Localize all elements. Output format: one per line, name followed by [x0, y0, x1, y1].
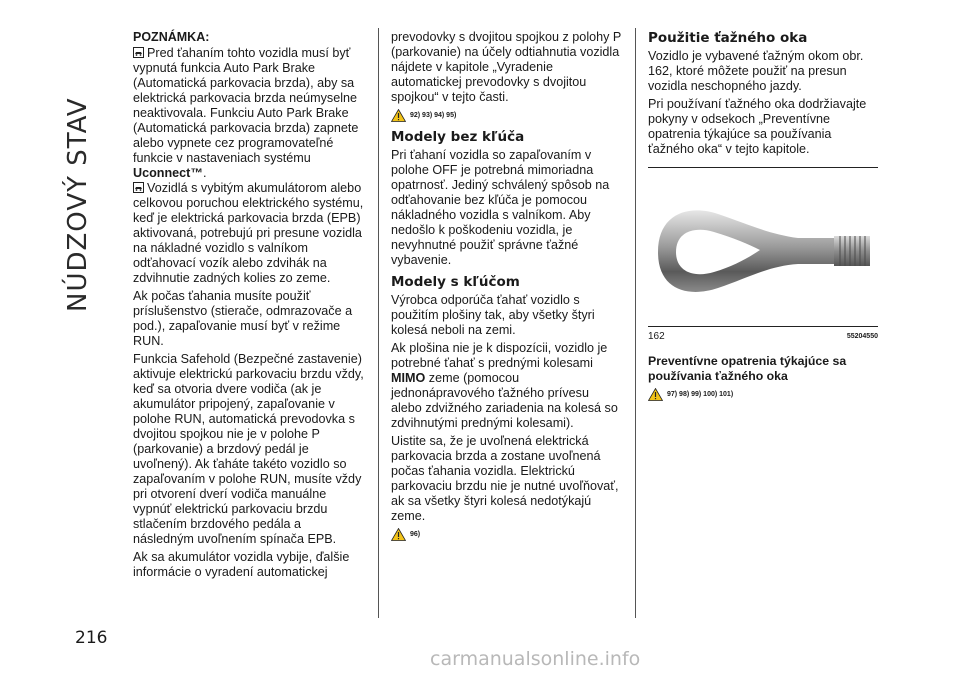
column-1	[133, 30, 365, 583]
figure-number: 162	[648, 331, 665, 342]
note-paragraph: Vozidlá s vybitým akumulátorom alebo celkovou poruchou elektrického systému, keď je elektrická parkovacia brzda (EPB) aktivovaná, potrebujú pri presune vozidla na nákladné vozidlo s valníkom odťahovací vozík alebo zdvihák na zdvihnutie zadných kolies zo zeme.	[133, 181, 364, 285]
section-heading: Použitie ťažného oka	[648, 30, 808, 46]
paragraph: prevodovky s dvojitou spojkou z polohy P (parkovanie) na účely odtiahnutia vozidla nájdete v kapitole „Vyradenie automatickej prevodovky s dvojitou spojkou“ v tejto časti.	[391, 30, 622, 104]
warning-reference: 96)	[391, 527, 623, 542]
warning-icon	[391, 109, 406, 122]
uconnect-label: Uconnect™	[133, 166, 203, 180]
divider	[648, 167, 878, 168]
paragraph: Ak sa akumulátor vozidla vybije, ďalšie informácie o vyradení automatickej	[133, 550, 350, 579]
paragraph: Funkcia Safehold (Bezpečné zastavenie) aktivuje elektrickú parkovaciu brzdu vždy, keď sa otvoria dvere vodiča (ak je akumulátor pripojený, zapaľovanie v polohe RUN, automatická prevodovka s dvojitou spojkou nie je v polohe P (parkovanie) a brzdový pedál je uvoľnený). Ak ťaháte takéto vozidlo so zapaľovaním v polohe RUN, musíte vždy pri otvorení dverí vodiča manuálne vypnúť elektrickú parkovaciu brzdu stlačením brzdového pedála a následným uvoľnením spínača EPB.	[133, 352, 364, 546]
car-bullet-icon	[133, 182, 144, 193]
warning-icon	[391, 528, 406, 541]
paragraph: Výrobca odporúča ťahať vozidlo s použitím plošiny tak, aby všetky štyri kolesá neboli na zemi.	[391, 293, 595, 337]
paragraph: Ak počas ťahania musíte použiť príslušenstvo (stierače, odmrazovače a pod.), zapaľovanie musí byť v režime RUN.	[133, 289, 353, 348]
paragraph: Pri ťahaní vozidla so zapaľovaním v polohe OFF je potrebná mimoriadna opatrnosť. Jediný schválený spôsob na odťahovanie bez kľúča je pomocou nákladného vozidla s valníkom. Aby nedošlo k poškodeniu vozidla, je nevyhnutné použiť správne ťažné vybavenie.	[391, 148, 610, 267]
column-divider	[635, 28, 636, 618]
section-heading: Modely s kľúčom	[391, 274, 520, 290]
paragraph: Ak plošina nie je k dispozícii, vozidlo je potrebné ťahať s prednými kolesami MIMO zeme (pomocou jednonápravového ťažného prívesu alebo zdvižného zariadenia na kolesá so zdvihnutými prednými kolesami).	[391, 341, 618, 430]
subsection-title: Preventívne opatrenia týkajúce sa používania ťažného oka	[648, 354, 847, 383]
watermark: carmanualsonline.info	[430, 648, 641, 670]
emphasis-text: MIMO	[391, 371, 426, 385]
column-3	[648, 30, 878, 408]
chapter-title: NÚDZOVÝ STAV	[63, 97, 93, 312]
column-divider	[378, 28, 379, 618]
tow-eye-image	[648, 174, 878, 324]
note-paragraph: Pred ťahaním tohto vozidla musí byť vypnutá funkcia Auto Park Brake (Automatická parkovacia brzda), aby sa elektrická parkovacia brzda neúmyselne neaktivovala. Funkciu Auto Park Brake (Automatická parkovacia brzda) zapnete alebo vypnete cez programovateľné funkcie v nastaveniach systému Uconnect™.	[133, 46, 359, 180]
figure-code: 55204550	[846, 333, 878, 340]
note-title: POZNÁMKA:	[133, 30, 210, 44]
paragraph: Uistite sa, že je uvoľnená elektrická parkovacia brzda a zostane uvoľnená počas ťahania vozidla. Elektrickú parkovaciu brzdu nie je nutné uvoľňovať, ak sa všetky štyri kolesá nedotýkajú zeme.	[391, 434, 619, 523]
figure-caption	[648, 326, 878, 344]
warning-icon	[648, 388, 663, 401]
paragraph: Vozidlo je vybavené ťažným okom obr. 162, ktoré môžete použiť na presun vozidla neschopného jazdy.	[648, 49, 864, 93]
page-number: 216	[75, 628, 108, 648]
car-bullet-icon	[133, 47, 144, 58]
warning-reference: 97) 98) 99) 100) 101)	[648, 387, 878, 402]
paragraph: Pri používaní ťažného oka dodržiavajte pokyny v odsekoch „Preventívne opatrenia týkajúce sa používania ťažného oka“ v tejto kapitole.	[648, 97, 867, 156]
tow-eye-figure	[648, 174, 878, 324]
column-2	[391, 30, 623, 548]
warning-reference: 92) 93) 94) 95)	[391, 108, 623, 123]
section-heading: Modely bez kľúča	[391, 129, 525, 145]
